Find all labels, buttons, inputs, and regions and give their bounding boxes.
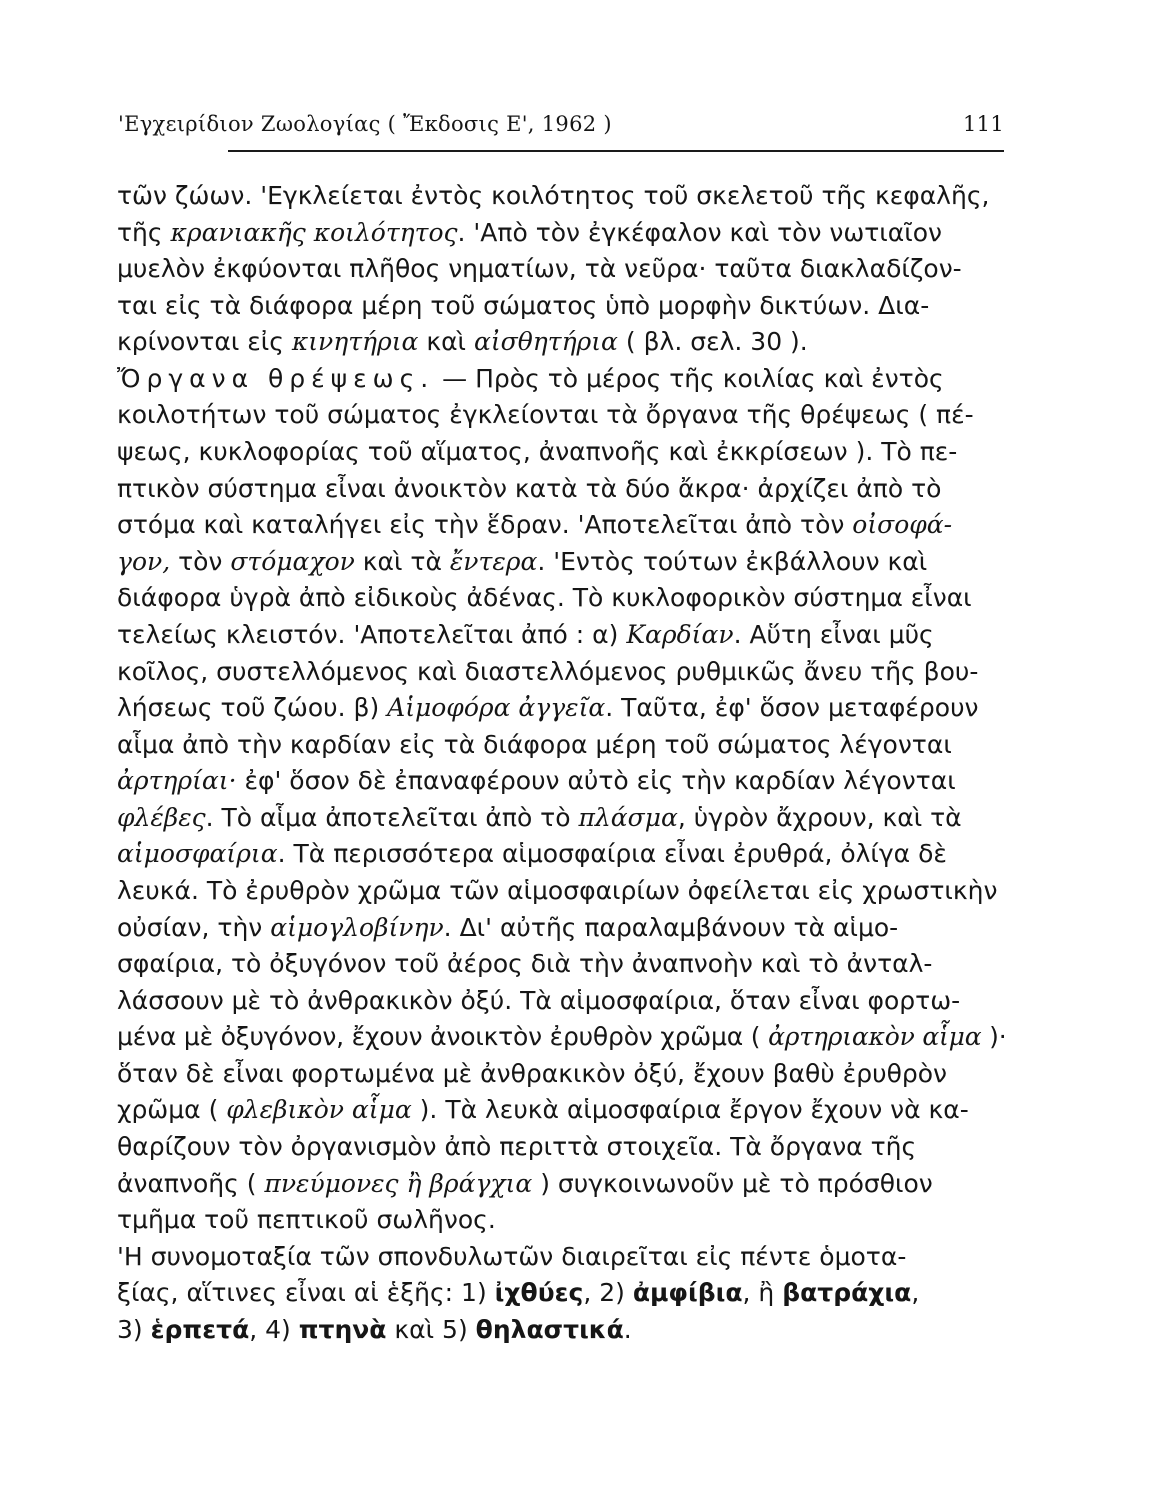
text-line bbox=[117, 288, 1006, 325]
text-line bbox=[117, 983, 1006, 1020]
text-run: σφαίρια, τὸ ὀξυγόνον τοῦ ἀέρος διὰ τὴν ἀναπνοὴν καὶ τὸ ἀνταλ- bbox=[117, 949, 933, 979]
italic-term: Αἱμοφόρα ἀγγεῖα bbox=[387, 693, 606, 723]
text-run: τῆς bbox=[117, 217, 171, 247]
text-run: οὐσίαν, τὴν bbox=[117, 912, 271, 942]
text-line bbox=[117, 434, 1006, 471]
text-line bbox=[117, 690, 1006, 727]
text-run: . Τὰ περισσότερα αἱμοσφαίρια εἶναι ἐρυθρά, ὀλίγα δὲ bbox=[277, 839, 947, 869]
header-rule bbox=[228, 150, 1004, 152]
text-run: — Πρὸς τὸ μέρος τῆς κοιλίας καὶ ἐντὸς bbox=[434, 363, 944, 393]
text-line bbox=[117, 763, 1006, 800]
text-line bbox=[117, 397, 1006, 434]
text-run: )· bbox=[981, 1022, 1007, 1052]
text-line bbox=[117, 1019, 1006, 1056]
bold-term: βατράχια bbox=[782, 1278, 912, 1308]
text-run: πτικὸν σύστημα εἶναι ἀνοικτὸν κατὰ τὰ δύο ἄκρα· ἀρχίζει ἀπὸ τὸ bbox=[117, 473, 942, 503]
text-run: . Ταῦτα, ἐφ' ὅσον μεταφέρουν bbox=[605, 693, 979, 723]
text-run: ). Τὰ λευκὰ αἱμοσφαίρια ἔργον ἔχουν νὰ κα- bbox=[411, 1095, 969, 1125]
spaced-heading: Ὄργανα θρέψεως. bbox=[117, 363, 435, 393]
italic-term: πλάσμα bbox=[578, 802, 678, 832]
text-run: θαρίζουν τὸν ὀργανισμὸν ἀπὸ περιττὰ στοιχεῖα. Τὰ ὄργανα τῆς bbox=[117, 1132, 917, 1162]
bold-term: πτηνὰ bbox=[298, 1314, 387, 1344]
italic-term: κινητήρια bbox=[291, 327, 419, 357]
italic-term: πνεύμονες ἢ βράγχια bbox=[264, 1168, 533, 1198]
text-run: χρῶμα ( bbox=[117, 1095, 227, 1125]
text-run: . Αὕτη εἶναι μῦς bbox=[733, 619, 934, 649]
text-line bbox=[117, 1092, 1006, 1129]
text-run: λευκά. Τὸ ἐρυθρὸν χρῶμα τῶν αἱμοσφαιρίων ὀφείλεται εἰς χρωστικὴν bbox=[117, 875, 998, 905]
text-run: τῶν ζώων. 'Εγκλείεται ἐντὸς κοιλότητος τοῦ σκελετοῦ τῆς κεφαλῆς, bbox=[117, 181, 990, 210]
text-run: κρίνονται εἰς bbox=[117, 327, 292, 357]
text-run: . bbox=[623, 1314, 632, 1344]
italic-term: κρανιακῆς κοιλότητος bbox=[170, 217, 458, 247]
body-text bbox=[117, 178, 1006, 1349]
text-run: τὸν bbox=[170, 546, 231, 576]
text-line bbox=[117, 507, 1006, 544]
text-line bbox=[117, 178, 1006, 215]
text-run: , ὑγρὸν ἄχρουν, καὶ τὰ bbox=[677, 802, 962, 832]
text-run: . Τὸ αἷμα ἀποτελεῖται ἀπὸ τὸ bbox=[205, 802, 579, 832]
text-run: κοιλοτήτων τοῦ σώματος ἐγκλείονται τὰ ὄργανα τῆς θρέψεως ( πέ- bbox=[117, 400, 974, 430]
text-line bbox=[117, 471, 1006, 508]
text-run: μυελὸν ἐκφύονται πλῆθος νηματίων, τὰ νεῦρα· ταῦτα διακλαδίζον- bbox=[117, 254, 962, 284]
text-line bbox=[117, 1129, 1006, 1166]
text-run: ξίας, αἵτινες εἶναι αἱ ἑξῆς: 1) bbox=[117, 1278, 495, 1308]
text-run: ( βλ. σελ. 30 ). bbox=[617, 327, 808, 357]
italic-term: φλεβικὸν αἷμα bbox=[226, 1095, 412, 1125]
text-run: . 'Εντὸς τούτων ἐκβάλλουν καὶ bbox=[537, 546, 928, 576]
text-run: στόμα καὶ καταλήγει εἰς τὴν ἕδραν. 'Αποτελεῖται ἀπὸ τὸν bbox=[117, 510, 853, 540]
text-run: μένα μὲ ὀξυγόνον, ἔχουν ἀνοικτὸν ἐρυθρὸν χρῶμα ( bbox=[117, 1022, 769, 1052]
text-run: λάσσουν μὲ τὸ ἀνθρακικὸν ὀξύ. Τὰ αἱμοσφαίρια, ὅταν εἶναι φορτω- bbox=[117, 985, 961, 1015]
text-line bbox=[117, 1312, 1006, 1349]
text-line bbox=[117, 1239, 1006, 1276]
italic-term: αἰσθητήρια bbox=[473, 327, 618, 357]
text-run: καὶ τὰ bbox=[354, 546, 450, 576]
italic-term: αἱμοσφαίρια bbox=[117, 839, 278, 869]
italic-term: ἀρτηρίαι· bbox=[117, 766, 237, 796]
text-run: , 2) bbox=[583, 1278, 633, 1308]
text-run: . Δι' αὐτῆς παραλαμβάνουν τὰ αἱμο- bbox=[443, 912, 899, 942]
italic-term: στόμαχον bbox=[230, 546, 355, 576]
text-line bbox=[117, 361, 1006, 398]
text-run: , 4) bbox=[249, 1314, 299, 1344]
text-run: διάφορα ὑγρὰ ἀπὸ εἰδικοὺς ἀδένας. Τὸ κυκλοφορικὸν σύστημα εἶναι bbox=[117, 583, 972, 613]
text-line bbox=[117, 910, 1006, 947]
italic-term: ἔντερα bbox=[449, 546, 538, 576]
text-run: , ἢ bbox=[742, 1278, 783, 1308]
text-line bbox=[117, 251, 1006, 288]
text-run: , bbox=[911, 1278, 920, 1308]
text-run: . 'Απὸ τὸν ἐγκέφαλον καὶ τὸν νωτιαῖον bbox=[457, 217, 942, 247]
text-run: τελείως κλειστόν. 'Αποτελεῖται ἀπό : α) bbox=[117, 619, 627, 649]
text-line bbox=[117, 946, 1006, 983]
text-line bbox=[117, 727, 1006, 764]
text-run: 3) bbox=[117, 1314, 151, 1344]
text-run: ται εἰς τὰ διάφορα μέρη τοῦ σώματος ὑπὸ μορφὴν δικτύων. Δια- bbox=[117, 290, 930, 320]
italic-term: φλέβες bbox=[117, 802, 206, 832]
text-line bbox=[117, 654, 1006, 691]
text-line bbox=[117, 324, 1006, 361]
text-run: ) συγκοινωνοῦν μὲ τὸ πρόσθιον bbox=[532, 1168, 933, 1198]
italic-term: Καρδίαν bbox=[626, 619, 734, 649]
running-header bbox=[118, 112, 1004, 144]
text-run: καὶ bbox=[418, 327, 474, 357]
text-line bbox=[117, 873, 1006, 910]
text-line bbox=[117, 1056, 1006, 1093]
text-line bbox=[117, 580, 1006, 617]
text-run: ἀναπνοῆς ( bbox=[117, 1168, 265, 1198]
text-run: κοῖλος, συστελλόμενος καὶ διαστελλόμενος ρυθμικῶς ἄνευ τῆς βου- bbox=[117, 656, 979, 686]
text-run: 'Η συνομοταξία τῶν σπονδυλωτῶν διαιρεῖται εἰς πέντε ὁμοτα- bbox=[117, 1241, 907, 1271]
italic-term: οἰσοφά- bbox=[852, 510, 953, 540]
text-line bbox=[117, 1275, 1006, 1312]
text-run: τμῆμα τοῦ πεπτικοῦ σωλῆνος. bbox=[117, 1205, 496, 1235]
italic-term: γον, bbox=[117, 546, 171, 576]
text-run: αἷμα ἀπὸ τὴν καρδίαν εἰς τὰ διάφορα μέρη τοῦ σώματος λέγονται bbox=[117, 729, 952, 759]
text-line bbox=[117, 836, 1006, 873]
text-line bbox=[117, 800, 1006, 837]
text-run: ψεως, κυκλοφορίας τοῦ αἵματος, ἀναπνοῆς καὶ ἐκκρίσεων ). Τὸ πε- bbox=[117, 437, 958, 467]
italic-term: ἀρτηριακὸν αἷμα bbox=[768, 1022, 982, 1052]
text-run: ὅταν δὲ εἶναι φορτωμένα μὲ ἀνθρακικὸν ὀξύ, ἔχουν βαθὺ ἐρυθρὸν bbox=[117, 1058, 947, 1088]
bold-term: ἀμφίβια bbox=[632, 1278, 743, 1308]
text-line bbox=[117, 617, 1006, 654]
text-line bbox=[117, 1166, 1006, 1203]
bold-term: ἰχθύες bbox=[494, 1278, 584, 1308]
text-line bbox=[117, 544, 1006, 581]
page-number: 111 bbox=[963, 112, 1004, 136]
text-run: καὶ 5) bbox=[386, 1314, 476, 1344]
italic-term: αἱμογλοβίνην bbox=[270, 912, 444, 942]
text-run: ἐφ' ὅσον δὲ ἐπαναφέρουν αὐτὸ εἰς τὴν καρδίαν λέγονται bbox=[236, 766, 956, 796]
bold-term: ἑρπετά bbox=[150, 1314, 250, 1344]
header-title: 'Εγχειρίδιον Ζωολογίας ( Ἔκδοσις Ε', 1962 ) bbox=[118, 112, 612, 136]
bold-term: θηλαστικά bbox=[475, 1314, 624, 1344]
text-line bbox=[117, 215, 1006, 252]
text-run: λήσεως τοῦ ζώου. β) bbox=[117, 693, 388, 723]
text-line bbox=[117, 1202, 1006, 1239]
